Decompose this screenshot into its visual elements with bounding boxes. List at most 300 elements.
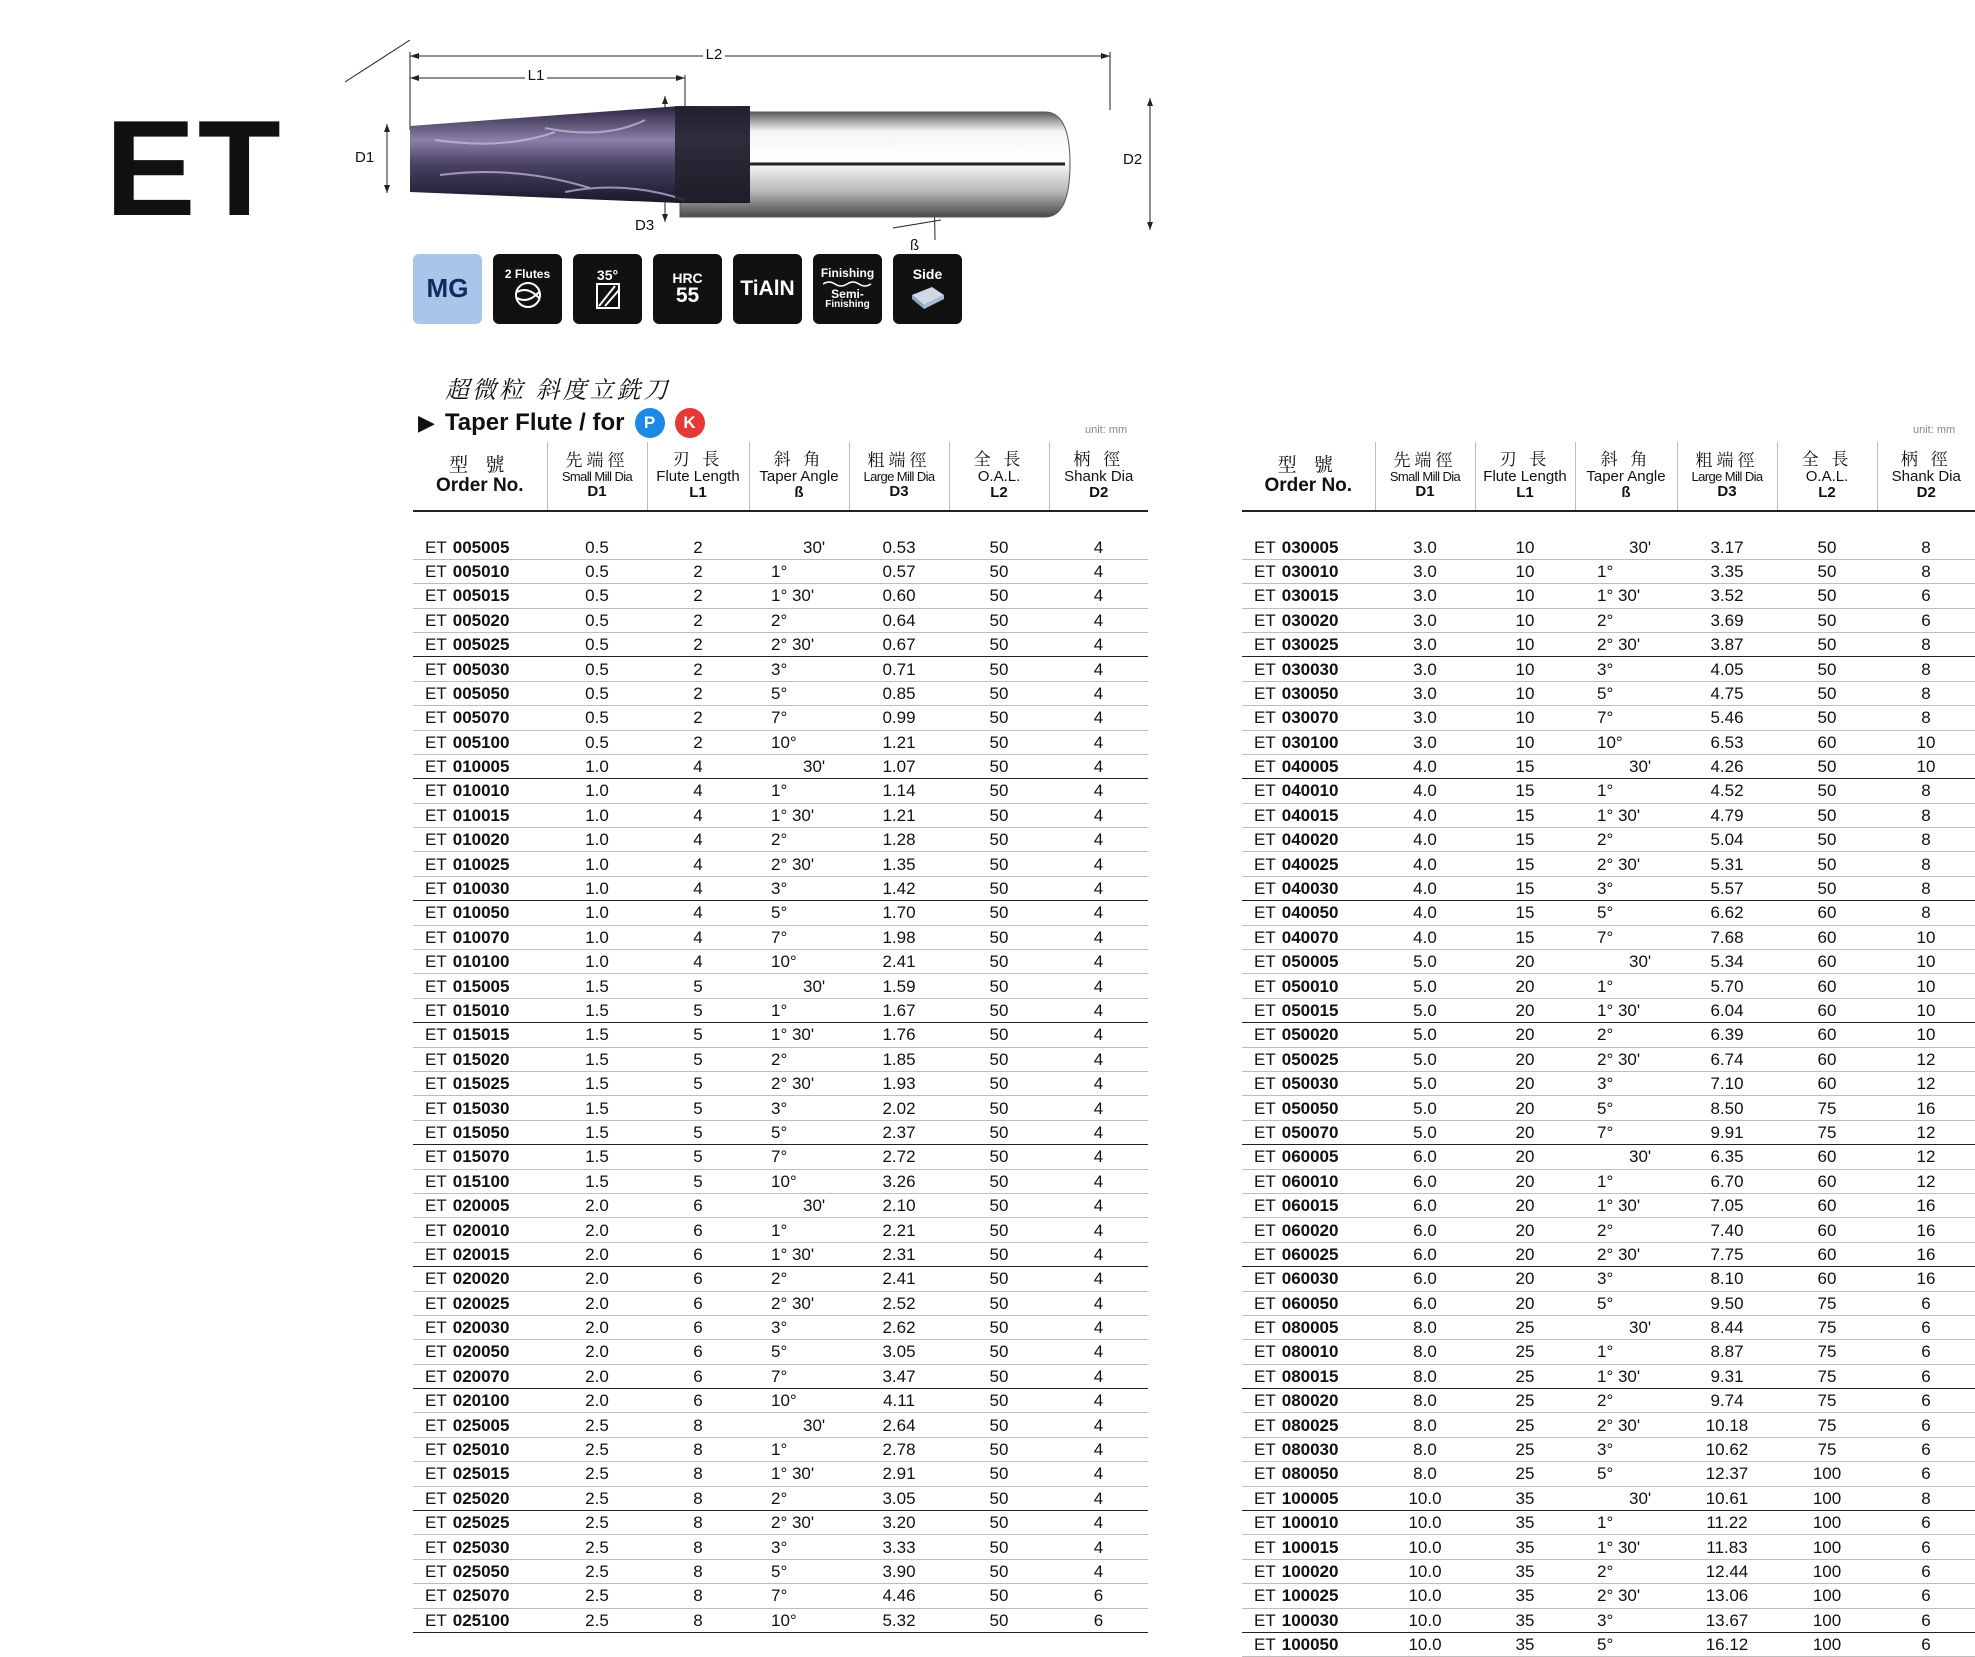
l1-cell: 15: [1475, 876, 1575, 900]
d1-cell: 10.0: [1375, 1632, 1475, 1656]
l2-cell: 50: [949, 950, 1049, 974]
taper-angle-cell: 2°: [749, 1486, 849, 1510]
taper-angle-cell: 1° 30': [1575, 1193, 1677, 1217]
l2-cell: 60: [1777, 1145, 1877, 1169]
order-number: 025025: [452, 1513, 510, 1533]
series-prefix: ET: [1254, 561, 1276, 581]
d2-cell: 6: [1877, 1462, 1975, 1486]
table-row: [413, 1437, 1148, 1461]
order-number: 080020: [1281, 1391, 1339, 1411]
d2-cell: 4: [1049, 1291, 1148, 1315]
order-number: 015025: [452, 1074, 510, 1094]
order-number: 100030: [1281, 1610, 1339, 1630]
order-no-cell: [1242, 754, 1375, 778]
taper-angle-cell: 30': [749, 1193, 849, 1217]
order-no-cell: [1242, 901, 1375, 925]
d2-cell: 10: [1877, 754, 1975, 778]
table-row: [1242, 1023, 1975, 1047]
series-prefix: ET: [425, 1269, 447, 1289]
d1-cell: 1.0: [547, 852, 647, 876]
series-prefix: ET: [425, 1196, 447, 1216]
series-prefix: ET: [425, 708, 447, 728]
d3-cell: 4.79: [1677, 803, 1777, 827]
finishing-icon: Finishing Semi- Finishing: [813, 254, 882, 324]
order-no-cell: [1242, 1120, 1375, 1144]
d3-cell: 2.21: [849, 1218, 949, 1242]
d3-cell: 5.31: [1677, 852, 1777, 876]
d2-cell: 8: [1877, 657, 1975, 681]
series-prefix: ET: [1254, 1001, 1276, 1020]
series-prefix: ET: [1254, 1342, 1276, 1362]
d2-cell: 4: [1049, 584, 1148, 608]
l1-cell: 6: [647, 1291, 749, 1315]
order-no-cell: [1242, 1584, 1375, 1608]
d2-cell: 4: [1049, 1169, 1148, 1193]
d1-cell: 2.0: [547, 1389, 647, 1413]
d2-cell: 6: [1877, 1632, 1975, 1656]
l2-cell: 50: [949, 1559, 1049, 1583]
l2-cell: 50: [949, 1340, 1049, 1364]
table-row: [1242, 1608, 1975, 1632]
d3-cell: 0.67: [849, 632, 949, 656]
order-no-cell: [413, 1584, 547, 1608]
d2-cell: 4: [1049, 950, 1148, 974]
series-prefix: ET: [1254, 1635, 1276, 1655]
order-no-cell: [1242, 1535, 1375, 1559]
l2-cell: 50: [949, 852, 1049, 876]
d3-cell: 3.52: [1677, 584, 1777, 608]
order-number: 015070: [452, 1147, 510, 1167]
l1-cell: 25: [1475, 1413, 1575, 1437]
l2-cell: 50: [1777, 754, 1877, 778]
d1-cell: 4.0: [1375, 925, 1475, 949]
l2-cell: 50: [949, 1462, 1049, 1486]
order-number: 020020: [452, 1269, 510, 1289]
label-d1: D1: [355, 149, 375, 166]
l2-cell: 50: [949, 1437, 1049, 1461]
series-prefix: ET: [425, 683, 447, 703]
col-d1: 先端徑 Small Mill Dia D1: [547, 442, 647, 511]
l1-cell: 5: [647, 974, 749, 998]
series-prefix: ET: [1254, 1147, 1276, 1167]
taper-angle-cell: 5°: [749, 681, 849, 705]
d1-cell: 3.0: [1375, 535, 1475, 559]
order-number: 040020: [1281, 830, 1339, 850]
order-no-cell: [1242, 1267, 1375, 1291]
d3-cell: 2.31: [849, 1242, 949, 1266]
d2-cell: 4: [1049, 632, 1148, 656]
table-row: [413, 1413, 1148, 1437]
l2-cell: 50: [949, 632, 1049, 656]
col-d3: 粗端徑 Large Mill Dia D3: [849, 442, 949, 511]
l1-cell: 8: [647, 1462, 749, 1486]
order-number: 020100: [452, 1391, 510, 1411]
d2-cell: 4: [1049, 803, 1148, 827]
series-prefix: ET: [1254, 1391, 1276, 1411]
series-prefix: ET: [1254, 708, 1276, 728]
d1-cell: 4.0: [1375, 803, 1475, 827]
l2-cell: 60: [1777, 1071, 1877, 1095]
d2-cell: 6: [1877, 1413, 1975, 1437]
order-number: 050030: [1281, 1074, 1339, 1094]
order-no-cell: [413, 1340, 547, 1364]
l2-cell: 50: [1777, 706, 1877, 730]
table-row: [413, 632, 1148, 656]
d1-cell: 2.0: [547, 1218, 647, 1242]
taper-angle-cell: 5°: [749, 1120, 849, 1144]
order-number: 050010: [1281, 976, 1339, 996]
order-number: 010020: [452, 830, 510, 850]
order-no-cell: [413, 925, 547, 949]
order-no-cell: [1242, 1096, 1375, 1120]
d2-cell: 4: [1049, 1193, 1148, 1217]
l1-dimension-line: [345, 40, 410, 82]
order-number: 080050: [1281, 1464, 1339, 1484]
taper-angle-cell: 1° 30': [1575, 803, 1677, 827]
d2-cell: 4: [1049, 1389, 1148, 1413]
l2-cell: 50: [949, 1315, 1049, 1339]
order-number: 080010: [1281, 1342, 1339, 1362]
helix-angle-icon: 35°: [573, 254, 642, 324]
col-l1: 刃 長 Flute Length L1: [647, 442, 749, 511]
d2-cell: 6: [1877, 1364, 1975, 1388]
series-prefix: ET: [1254, 683, 1276, 703]
d1-cell: 3.0: [1375, 657, 1475, 681]
d2-cell: 6: [1877, 1535, 1975, 1559]
l1-cell: 8: [647, 1511, 749, 1535]
table-row: [1242, 1315, 1975, 1339]
order-number: 030070: [1281, 708, 1339, 728]
d3-cell: 6.70: [1677, 1169, 1777, 1193]
d3-cell: 2.72: [849, 1145, 949, 1169]
order-no-cell: [413, 1437, 547, 1461]
series-title: ET: [105, 92, 283, 244]
order-no-cell: [413, 803, 547, 827]
d1-cell: 0.5: [547, 608, 647, 632]
table-row: [1242, 730, 1975, 754]
d2-cell: 10: [1877, 730, 1975, 754]
l2-cell: 75: [1777, 1413, 1877, 1437]
series-prefix: ET: [1254, 1025, 1276, 1045]
d2-cell: 8: [1877, 779, 1975, 803]
d1-cell: 4.0: [1375, 876, 1475, 900]
order-number: 060010: [1281, 1171, 1339, 1191]
taper-angle-cell: 7°: [1575, 706, 1677, 730]
d3-cell: 3.90: [849, 1559, 949, 1583]
taper-angle-cell: 2° 30': [1575, 1242, 1677, 1266]
order-number: 060020: [1281, 1220, 1339, 1240]
table-row: [1242, 754, 1975, 778]
taper-angle-cell: 1° 30': [1575, 1364, 1677, 1388]
d1-cell: 5.0: [1375, 1071, 1475, 1095]
l1-cell: 20: [1475, 1071, 1575, 1095]
d2-cell: 6: [1877, 1340, 1975, 1364]
series-prefix: ET: [1254, 1293, 1276, 1313]
order-number: 010100: [452, 952, 510, 972]
table-row: [413, 852, 1148, 876]
d2-cell: 4: [1049, 608, 1148, 632]
taper-angle-cell: 1°: [1575, 974, 1677, 998]
table-row: [413, 1340, 1148, 1364]
l2-cell: 50: [949, 1291, 1049, 1315]
order-no-cell: [413, 1218, 547, 1242]
l2-cell: 50: [1777, 608, 1877, 632]
order-number: 015020: [452, 1049, 510, 1069]
series-prefix: ET: [1254, 1171, 1276, 1191]
l2-cell: 60: [1777, 925, 1877, 949]
d3-cell: 2.41: [849, 950, 949, 974]
l1-cell: 15: [1475, 803, 1575, 827]
order-no-cell: [413, 1193, 547, 1217]
taper-angle-cell: 3°: [1575, 1071, 1677, 1095]
table-row: [1242, 852, 1975, 876]
d1-cell: 1.5: [547, 1071, 647, 1095]
taper-angle-cell: 1° 30': [749, 1242, 849, 1266]
unit-note-left: unit: mm: [1085, 424, 1128, 436]
d1-cell: 2.0: [547, 1291, 647, 1315]
d2-cell: 10: [1877, 1023, 1975, 1047]
series-prefix: ET: [1254, 1074, 1276, 1094]
d1-cell: 5.0: [1375, 1047, 1475, 1071]
d3-cell: 3.47: [849, 1364, 949, 1388]
d3-cell: 0.53: [849, 535, 949, 559]
d3-cell: 8.44: [1677, 1315, 1777, 1339]
d2-cell: 4: [1049, 1145, 1148, 1169]
col-order-no: 型 號 Order No.: [1242, 442, 1375, 511]
d3-cell: 4.75: [1677, 681, 1777, 705]
d3-cell: 1.07: [849, 754, 949, 778]
order-number: 060005: [1281, 1147, 1339, 1167]
order-no-cell: [413, 1535, 547, 1559]
l2-cell: 50: [949, 608, 1049, 632]
series-prefix: ET: [1254, 1244, 1276, 1264]
d2-cell: 6: [1049, 1584, 1148, 1608]
d1-cell: 5.0: [1375, 1120, 1475, 1144]
d2-cell: 16: [1877, 1267, 1975, 1291]
taper-angle-cell: 30': [1575, 754, 1677, 778]
d2-cell: 10: [1877, 950, 1975, 974]
series-prefix: ET: [425, 1098, 447, 1118]
table-row: [1242, 998, 1975, 1022]
l1-cell: 20: [1475, 1169, 1575, 1193]
d2-cell: 6: [1877, 1389, 1975, 1413]
feature-icons: [413, 254, 962, 324]
l2-cell: 50: [949, 730, 1049, 754]
d3-cell: 9.91: [1677, 1120, 1777, 1144]
l2-cell: 50: [1777, 657, 1877, 681]
table-row: [413, 584, 1148, 608]
l1-cell: 5: [647, 1023, 749, 1047]
d1-cell: 2.5: [547, 1608, 647, 1632]
d1-cell: 2.5: [547, 1511, 647, 1535]
order-number: 010010: [452, 781, 510, 801]
order-number: 040010: [1281, 781, 1339, 801]
d1-cell: 1.5: [547, 1120, 647, 1144]
taper-angle-cell: 5°: [1575, 901, 1677, 925]
d1-cell: 1.5: [547, 1047, 647, 1071]
table-row: [413, 1145, 1148, 1169]
l2-cell: 50: [949, 803, 1049, 827]
d1-cell: 2.0: [547, 1242, 647, 1266]
l1-cell: 25: [1475, 1389, 1575, 1413]
series-prefix: ET: [425, 805, 447, 825]
order-number: 015030: [452, 1098, 510, 1118]
d2-cell: 8: [1877, 1486, 1975, 1510]
order-no-cell: [413, 974, 547, 998]
table-row: [1242, 974, 1975, 998]
order-number: 100010: [1281, 1513, 1339, 1533]
l1-cell: 20: [1475, 1145, 1575, 1169]
order-no-cell: [1242, 779, 1375, 803]
d3-cell: 1.98: [849, 925, 949, 949]
l2-cell: 50: [949, 1486, 1049, 1510]
subtitle-chinese: 超微粒 斜度立銑刀: [445, 377, 671, 404]
l1-cell: 25: [1475, 1437, 1575, 1461]
l2-cell: 60: [1777, 1267, 1877, 1291]
order-number: 080025: [1281, 1415, 1339, 1435]
order-no-cell: [1242, 730, 1375, 754]
d3-cell: 4.52: [1677, 779, 1777, 803]
table-row: [1242, 1364, 1975, 1388]
d1-cell: 1.0: [547, 754, 647, 778]
order-no-cell: [1242, 1193, 1375, 1217]
d3-cell: 6.04: [1677, 998, 1777, 1022]
d3-cell: 2.37: [849, 1120, 949, 1144]
section-heading: ▶ Taper Flute / for P K: [418, 408, 705, 438]
order-number: 025010: [452, 1440, 510, 1460]
d2-cell: 4: [1049, 657, 1148, 681]
l1-cell: 25: [1475, 1315, 1575, 1339]
order-number: 040030: [1281, 879, 1339, 899]
l1-cell: 20: [1475, 1096, 1575, 1120]
order-number: 100005: [1281, 1488, 1339, 1508]
taper-angle-cell: 5°: [749, 901, 849, 925]
series-prefix: ET: [1254, 1440, 1276, 1460]
taper-angle-cell: 10°: [749, 1608, 849, 1632]
table-row: [1242, 1535, 1975, 1559]
l2-cell: 60: [1777, 1047, 1877, 1071]
d2-cell: 4: [1049, 1267, 1148, 1291]
taper-angle-cell: 2°: [749, 1047, 849, 1071]
order-no-cell: [413, 1315, 547, 1339]
d1-cell: 1.0: [547, 803, 647, 827]
taper-angle-cell: 1°: [1575, 1340, 1677, 1364]
l2-cell: 50: [949, 998, 1049, 1022]
order-number: 015010: [452, 1001, 510, 1020]
d2-cell: 12: [1877, 1071, 1975, 1095]
taper-angle-cell: 10°: [749, 1169, 849, 1193]
d2-cell: 6: [1049, 1608, 1148, 1632]
d2-cell: 8: [1877, 876, 1975, 900]
d1-cell: 8.0: [1375, 1364, 1475, 1388]
series-prefix: ET: [1254, 1049, 1276, 1069]
table-row: [413, 730, 1148, 754]
order-number: 025030: [452, 1537, 510, 1557]
series-prefix: ET: [425, 1122, 447, 1142]
order-number: 040025: [1281, 854, 1339, 874]
taper-angle-cell: 7°: [749, 1145, 849, 1169]
order-no-cell: [1242, 1364, 1375, 1388]
order-number: 100020: [1281, 1561, 1339, 1581]
l1-cell: 2: [647, 608, 749, 632]
l2-cell: 75: [1777, 1389, 1877, 1413]
l1-cell: 6: [647, 1193, 749, 1217]
order-number: 005010: [452, 561, 510, 581]
l1-cell: 20: [1475, 974, 1575, 998]
d3-cell: 1.59: [849, 974, 949, 998]
l2-cell: 50: [949, 681, 1049, 705]
order-no-cell: [413, 1291, 547, 1315]
order-number: 060015: [1281, 1196, 1339, 1216]
d1-cell: 0.5: [547, 535, 647, 559]
d2-cell: 4: [1049, 1511, 1148, 1535]
table-row: [1242, 1389, 1975, 1413]
table-row: [1242, 1242, 1975, 1266]
taper-angle-cell: 2°: [1575, 1218, 1677, 1242]
d3-cell: 2.41: [849, 1267, 949, 1291]
series-prefix: ET: [1254, 927, 1276, 947]
l1-cell: 35: [1475, 1632, 1575, 1656]
taper-angle-cell: 10°: [749, 950, 849, 974]
d1-cell: 1.0: [547, 950, 647, 974]
order-number: 100050: [1281, 1635, 1339, 1655]
d3-cell: 3.35: [1677, 559, 1777, 583]
l2-cell: 50: [1777, 828, 1877, 852]
d1-cell: 10.0: [1375, 1608, 1475, 1632]
order-no-cell: [1242, 1462, 1375, 1486]
taper-angle-cell: 5°: [1575, 1632, 1677, 1656]
d2-cell: 4: [1049, 1218, 1148, 1242]
taper-angle-cell: 2°: [1575, 608, 1677, 632]
l1-cell: 4: [647, 950, 749, 974]
d2-cell: 6: [1877, 1559, 1975, 1583]
series-prefix: ET: [425, 1586, 447, 1606]
l2-cell: 50: [949, 535, 1049, 559]
l2-cell: 60: [1777, 730, 1877, 754]
l1-cell: 2: [647, 584, 749, 608]
order-number: 030030: [1281, 659, 1339, 679]
order-no-cell: [1242, 852, 1375, 876]
order-number: 050020: [1281, 1025, 1339, 1045]
l2-cell: 50: [949, 1169, 1049, 1193]
l1-cell: 4: [647, 925, 749, 949]
order-no-cell: [1242, 925, 1375, 949]
l1-cell: 20: [1475, 998, 1575, 1022]
taper-angle-cell: 2°: [1575, 1023, 1677, 1047]
series-prefix: ET: [1254, 781, 1276, 801]
col-order-no: 型 號 Order No.: [413, 442, 547, 511]
l2-cell: 100: [1777, 1462, 1877, 1486]
label-beta: ß: [910, 237, 920, 254]
col-l1: 刃 長 Flute Length L1: [1475, 442, 1575, 511]
d3-cell: 6.53: [1677, 730, 1777, 754]
l1-cell: 35: [1475, 1535, 1575, 1559]
order-no-cell: [1242, 1242, 1375, 1266]
table-row: [1242, 1169, 1975, 1193]
order-no-cell: [413, 1120, 547, 1144]
table-row: [413, 657, 1148, 681]
l1-cell: 15: [1475, 901, 1575, 925]
d1-cell: 5.0: [1375, 1096, 1475, 1120]
d1-cell: 2.5: [547, 1462, 647, 1486]
d3-cell: 6.35: [1677, 1145, 1777, 1169]
l2-cell: 60: [1777, 1169, 1877, 1193]
d1-cell: 6.0: [1375, 1291, 1475, 1315]
l1-cell: 15: [1475, 828, 1575, 852]
l1-cell: 4: [647, 852, 749, 876]
series-prefix: ET: [1254, 1098, 1276, 1118]
d3-cell: 2.62: [849, 1315, 949, 1339]
